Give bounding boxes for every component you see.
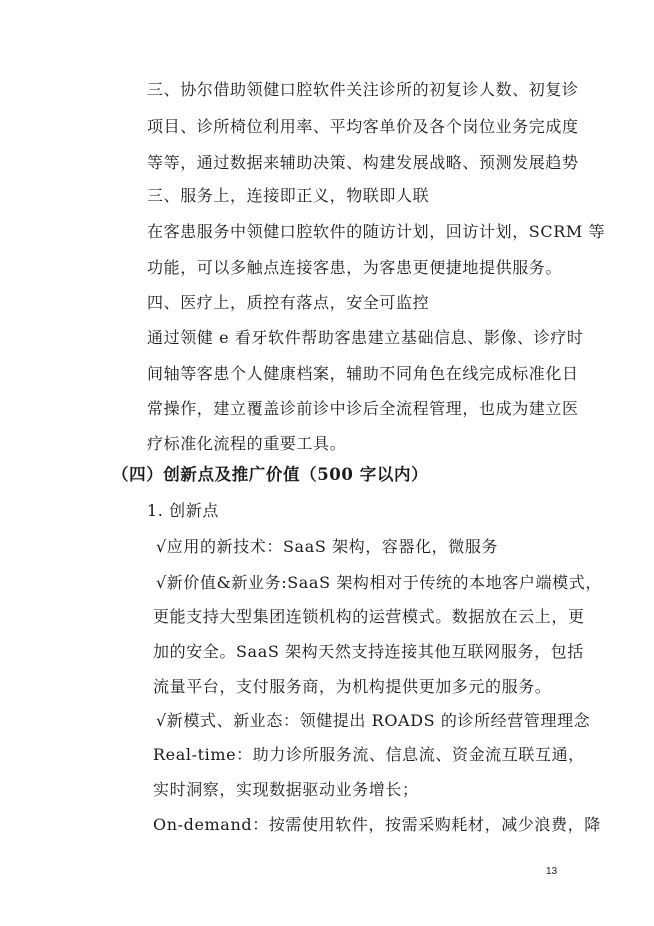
paragraph-line: 疗标准化流程的重要工具。: [147, 434, 347, 453]
paragraph-line: 常操作，建立覆盖诊前诊中诊后全流程管理，也成为建立医: [147, 399, 579, 418]
paragraph-line: 三、协尔借助领健口腔软件关注诊所的初复诊人数、初复诊: [147, 80, 579, 99]
section-heading: 三、服务上，连接即正义，物联即人联: [147, 186, 430, 205]
subheading: 1. 创新点: [147, 501, 219, 520]
paragraph-line: 间轴等客患个人健康档案，辅助不同角色在线完成标准化日: [147, 364, 579, 383]
bullet-line: √新价值&新业务:SaaS 架构相对于传统的本地客户端模式，: [156, 573, 602, 592]
bullet-line: √应用的新技术：SaaS 架构，容器化，微服务: [156, 537, 499, 556]
paragraph-line: 流量平台，支付服务商，为机构提供更加多元的服务。: [153, 677, 552, 696]
section-heading: 四、医疗上，质控有落点，安全可监控: [147, 293, 430, 312]
paragraph-line: On-demand：按需使用软件，按需采购耗材，减少浪费，降: [153, 815, 601, 834]
paragraph-line: 项目、诊所椅位利用率、平均客单价及各个岗位业务完成度: [147, 117, 579, 136]
paragraph-line: 功能，可以多触点连接客患，为客患更便捷地提供服务。: [147, 258, 563, 277]
paragraph-line: 加的安全。SaaS 架构天然支持连接其他互联网服务，包括: [153, 642, 584, 661]
paragraph-line: 实时洞察，实现数据驱动业务增长；: [153, 780, 419, 799]
paragraph-line: 更能支持大型集团连锁机构的运营模式。数据放在云上，更: [153, 607, 585, 626]
page-number: 13: [546, 866, 558, 877]
bullet-line: √新模式、新业态：领健提出 ROADS 的诊所经营管理理念: [156, 711, 591, 730]
paragraph-line: 在客患服务中领健口腔软件的随访计划，回访计划，SCRM 等: [147, 222, 606, 241]
paragraph-line: 通过领健 e 看牙软件帮助客患建立基础信息、影像、诊疗时: [147, 328, 584, 347]
chapter-heading: （四）创新点及推广价值（500 字以内）: [112, 465, 429, 484]
paragraph-line: Real-time：助力诊所服务流、信息流、资金流互联互通，: [153, 745, 585, 764]
paragraph-line: 等等，通过数据来辅助决策、构建发展战略、预测发展趋势: [147, 153, 579, 172]
